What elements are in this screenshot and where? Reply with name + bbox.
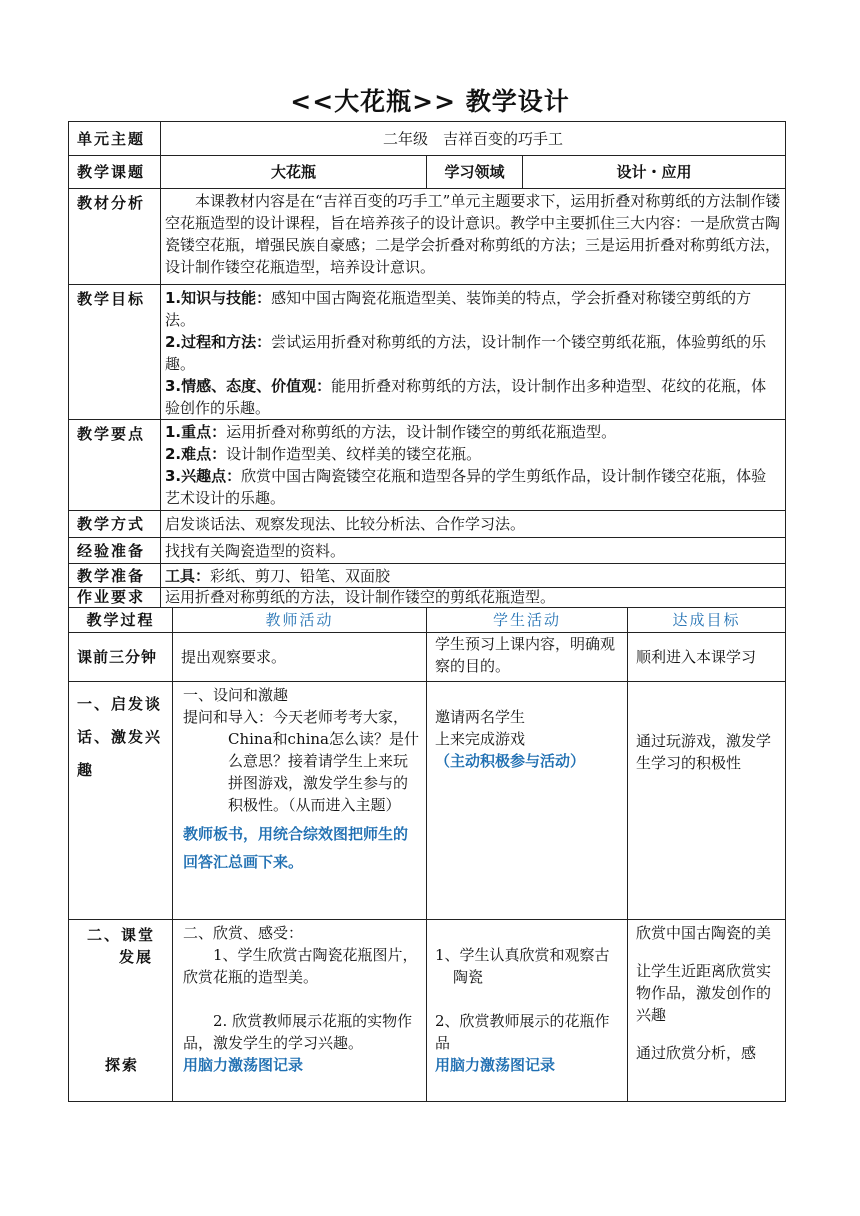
goal-item: 1.知识与技能：感知中国古陶瓷花瓶造型美、装饰美的特点，学会折叠对称镂空剪纸的方法。: [165, 289, 752, 329]
analysis-text: 本课教材内容是在“吉祥百变的巧手工”单元主题要求下，运用折叠对称剪纸的方法制作镂空花瓶造型的设计课程，旨在培养孩子的设计意识。教学中主要抓住三大内容：一是欣赏古陶瓷镂空花瓶，增强民族自豪感；二是学会折叠对称剪纸的方法；三是运用折叠对称剪纸方法，设计制作镂空花瓶造型，培养设计意识。: [165, 192, 781, 276]
keys-label: 教学要点: [69, 420, 161, 511]
page-title: <<大花瓶>> 教学设计: [290, 87, 570, 116]
goal-item: 3.情感、态度、价值观：能用折叠对称剪纸的方法，设计制作出多种造型、花纹的花瓶，体验创作的乐趣。: [165, 377, 767, 417]
process-row-1: [69, 633, 786, 682]
exp-label: 经验准备: [69, 538, 161, 564]
key-item: 2.难点：设计制作造型美、纹样美的镂空花瓶。: [165, 445, 482, 463]
row3-teacher-title: 二、欣赏、感受：: [183, 924, 304, 942]
row3-goal-p3: 通过欣赏分析，感: [636, 1044, 757, 1062]
row3-label-a: 二、课堂: [87, 926, 156, 944]
course-value: 大花瓶: [161, 156, 427, 189]
row-exp: [69, 538, 786, 564]
col-student: 学生活动: [427, 608, 628, 633]
process-row-2: [69, 682, 786, 920]
analysis-label: 教材分析: [69, 189, 161, 285]
row3-label-c: 探索: [105, 1056, 140, 1074]
row3-goal-p1: 欣赏中国古陶瓷的美: [636, 924, 772, 942]
col-process: 教学过程: [69, 608, 173, 633]
row-analysis: [69, 189, 786, 285]
hw-value: 运用折叠对称剪纸的方法，设计制作镂空的剪纸花瓶造型。: [161, 588, 786, 608]
goals-label: 教学目标: [69, 285, 161, 420]
field-label: 学习领域: [427, 156, 523, 189]
goal-item: 2.过程和方法：尝试运用折叠对称剪纸的方法，设计制作一个镂空剪纸花瓶，体验剪纸的乐趣。: [165, 333, 767, 373]
row3-goal-p2: 让学生近距离欣赏实物作品，激发创作的兴趣: [636, 962, 772, 1024]
prep-label: 教学准备: [69, 564, 161, 588]
row3-student-p2: 2、欣赏教师展示的花瓶作品: [435, 1012, 610, 1052]
field-value: 设计・应用: [523, 156, 786, 189]
row-homework: [69, 588, 786, 608]
row3-teacher-p1: 1、学生欣赏古陶瓷花瓶图片，欣赏花瓶的造型美。: [183, 946, 418, 986]
unit-label: 单元主题: [69, 122, 161, 156]
row-prep: [69, 564, 786, 588]
row-course: [69, 156, 786, 189]
row1-student: 学生预习上课内容，明确观察的目的。: [427, 633, 628, 682]
row2-goal: 通过玩游戏，激发学生学习的积极性: [628, 682, 786, 920]
row-method: [69, 511, 786, 538]
row3-teacher-note: 用脑力激荡图记录: [183, 1056, 304, 1074]
process-row-3: [69, 920, 786, 1102]
row3-label: [69, 920, 173, 1102]
course-label: 教学课题: [69, 156, 161, 189]
row2-teacher-text: 提问和导入：今天老师考考大家，China和china怎么读？是什么意思？接着请学生上来玩拼图游戏，激发学生参与的积极性。（从而进入主题）: [183, 708, 420, 814]
key-item: 1.重点：运用折叠对称剪纸的方法，设计制作镂空的剪纸花瓶造型。: [165, 423, 617, 441]
exp-value: 找找有关陶瓷造型的资料。: [161, 538, 786, 564]
key-item: 3.兴趣点：欣赏中国古陶瓷镂空花瓶和造型各异的学生剪纸作品，设计制作镂空花瓶，体验艺术设计的乐趣。: [165, 467, 767, 507]
row-unit: [69, 122, 786, 156]
row-goals: [69, 285, 786, 420]
row2-student-text: 邀请两名学生上来完成游戏: [435, 708, 526, 748]
row1-teacher: 提出观察要求。: [173, 633, 427, 682]
lesson-plan-table: [68, 121, 786, 1102]
method-value: 启发谈话法、观察发现法、比较分析法、合作学习法。: [161, 511, 786, 538]
row3-student-note: 用脑力激荡图记录: [435, 1056, 556, 1074]
hw-label: 作业要求: [69, 588, 161, 608]
row2-teacher-title: 一、设问和激趣: [183, 686, 289, 704]
row1-goal: 顺利进入本课学习: [628, 633, 786, 682]
row1-label: 课前三分钟: [69, 633, 173, 682]
row3-teacher-p2: 2. 欣赏教师展示花瓶的实物作品，激发学生的学习兴趣。: [183, 1012, 413, 1052]
col-goal: 达成目标: [628, 608, 786, 633]
row2-student-note: （主动积极参与活动）: [435, 752, 586, 770]
row3-student-p1: 1、学生认真欣赏和观察古陶瓷: [435, 946, 610, 986]
prep-value: 工具：彩纸、剪刀、铅笔、双面胶: [161, 564, 786, 588]
method-label: 教学方式: [69, 511, 161, 538]
row-keys: [69, 420, 786, 511]
row3-label-b: 发展: [119, 948, 154, 966]
row2-teacher-note: 教师板书，用统合综效图把师生的回答汇总画下来。: [183, 825, 409, 871]
process-header-row: [69, 608, 786, 633]
col-teacher: 教师活动: [173, 608, 427, 633]
unit-value: 二年级 吉祥百变的巧手工: [161, 122, 786, 156]
row2-label: 一、启发谈话、激发兴趣: [69, 682, 173, 920]
